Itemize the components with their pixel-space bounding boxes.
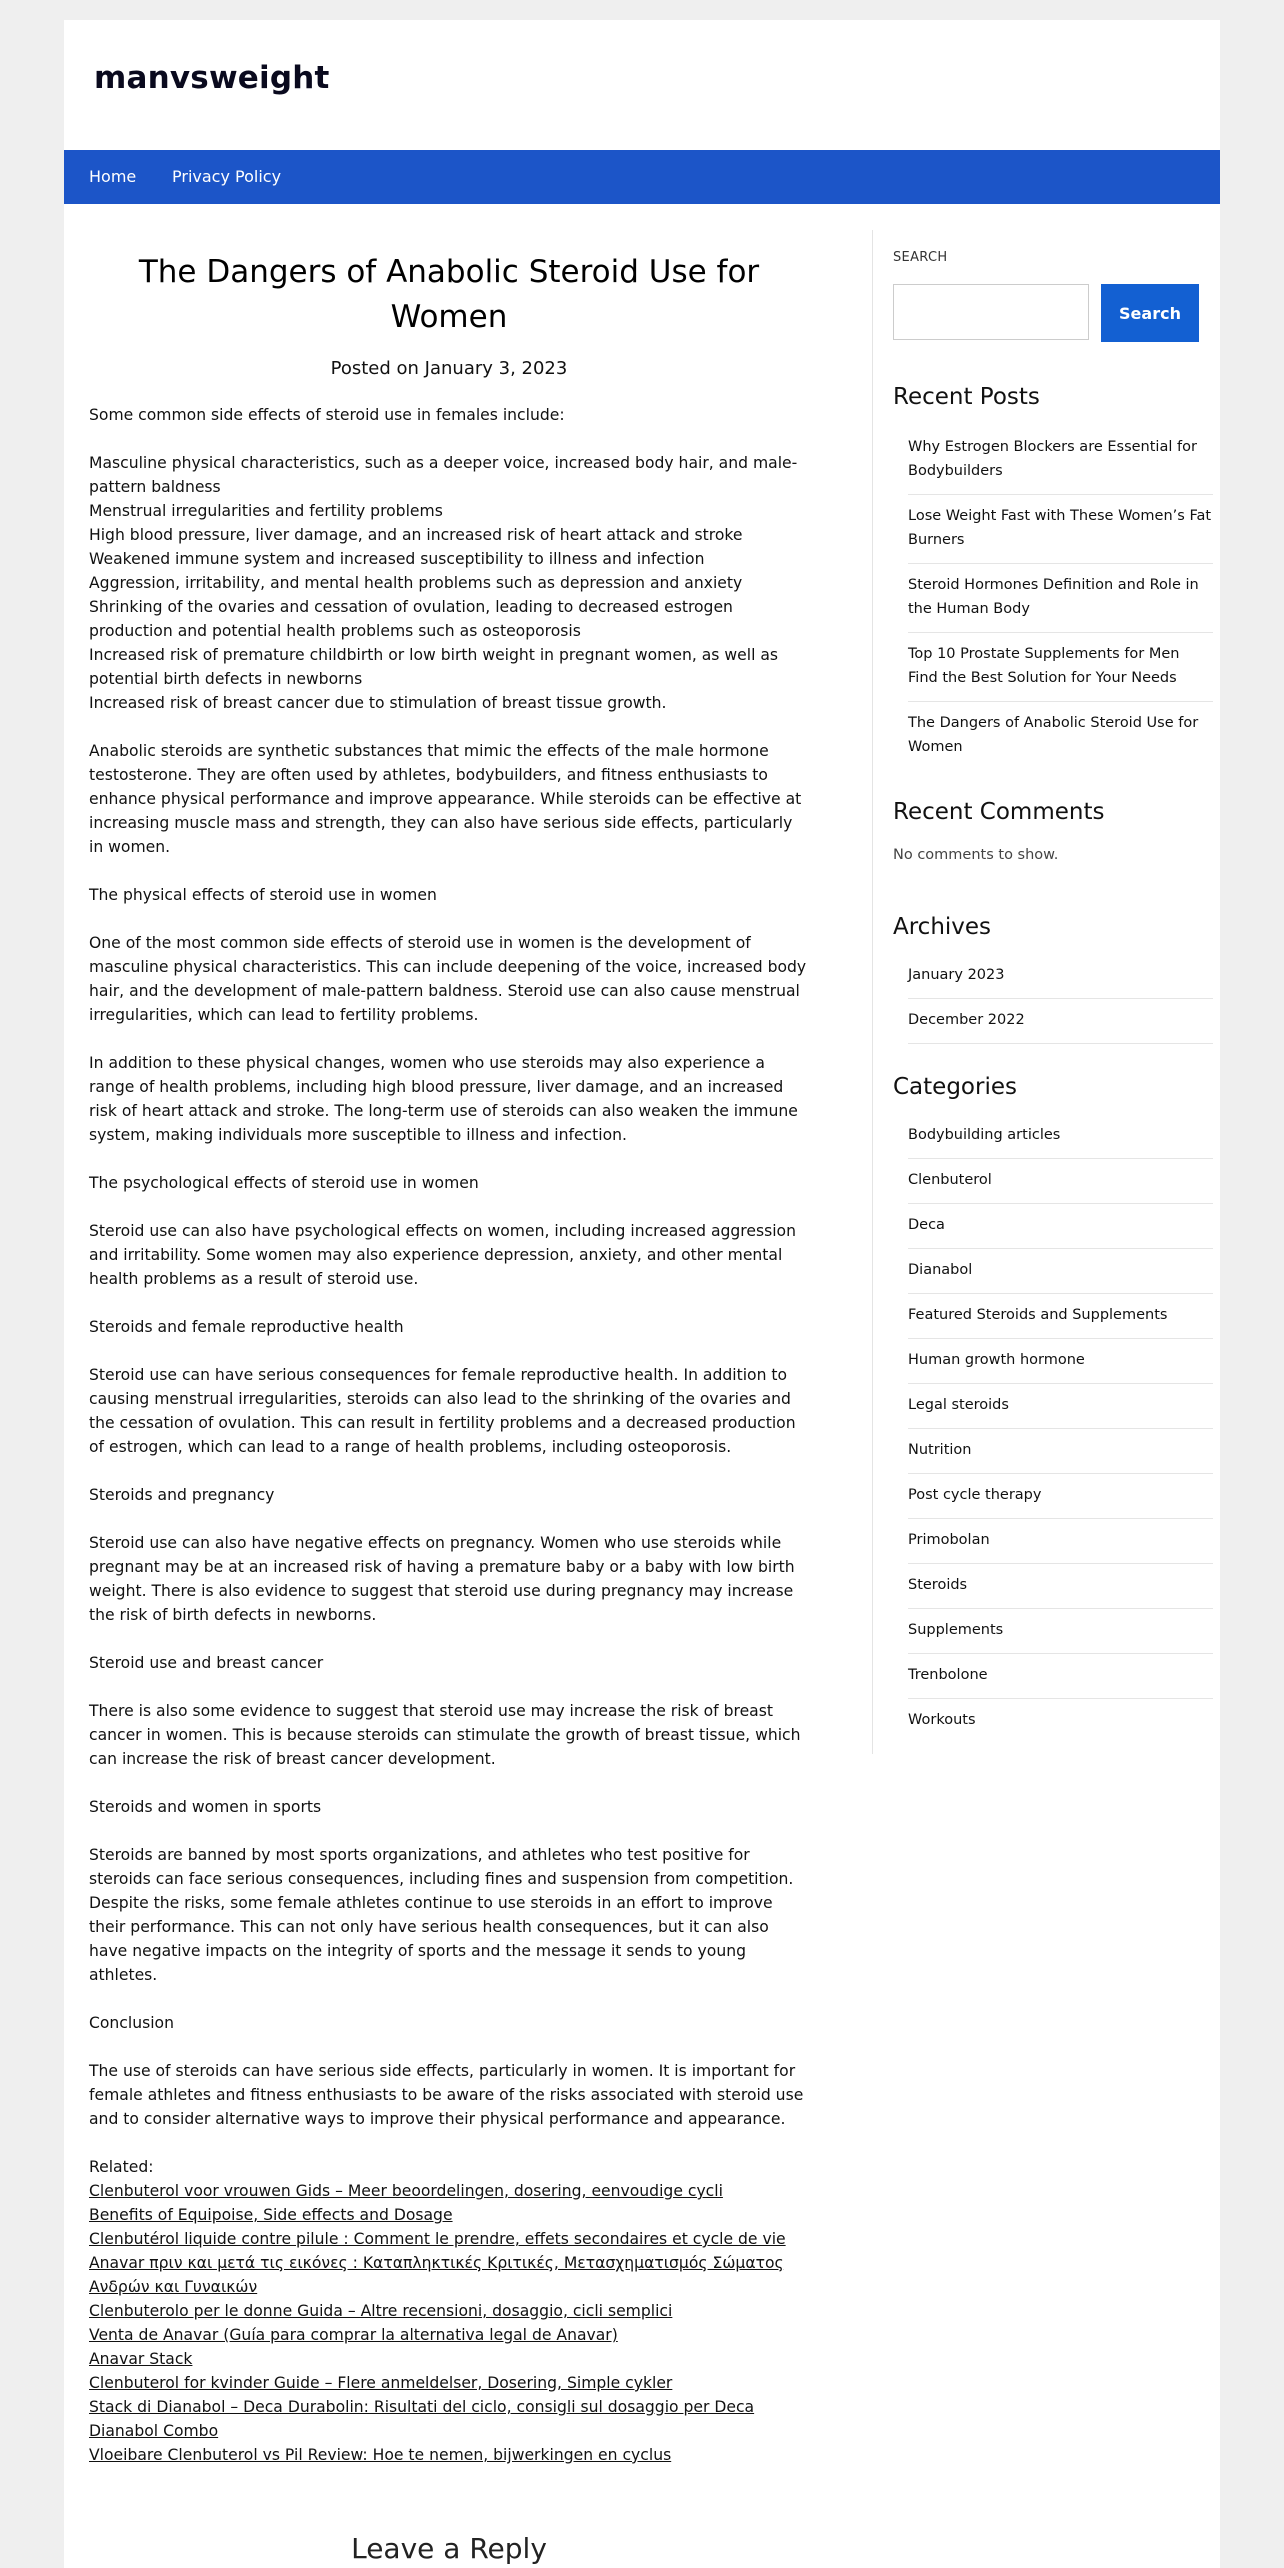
categories-title: Categories [893, 1074, 1017, 1100]
paragraph: Steroid use can have serious consequences for female reproductive health. In addition to causing menstrual irregularities, steroids can also lead to the shrinking of the ovaries and the cessation of ovulation. This can result in fertility problems and a decreased production of estrogen, which can lead to a range of health problems, including osteoporosis. [89, 1366, 796, 1456]
section-heading: Steroids and female reproductive health [89, 1318, 404, 1336]
search-button[interactable]: Search [1101, 284, 1199, 342]
category-link[interactable]: Post cycle therapy [908, 1474, 1213, 1519]
post-content [89, 204, 809, 2565]
paragraph: Steroid use can also have psychological effects on women, including increased aggression and irritability. Some women may also experience depression, anxiety, and other mental health problems as a result of steroid use. [89, 1222, 796, 1288]
category-link[interactable]: Featured Steroids and Supplements [908, 1294, 1213, 1339]
leave-reply-heading: Leave a Reply [351, 2532, 547, 2565]
related-link[interactable]: Venta de Anavar (Guía para comprar la alternativa legal de Anavar) [89, 2326, 618, 2344]
related-link[interactable]: Clenbuterolo per le donne Guida – Altre recensioni, dosaggio, cicli semplici [89, 2302, 673, 2320]
site-title[interactable]: manvsweight [94, 60, 330, 96]
side-effect-item: Weakened immune system and increased susceptibility to illness and infection [89, 550, 705, 568]
sidebar-divider [872, 230, 873, 1754]
section-heading: Steroids and pregnancy [89, 1486, 275, 1504]
paragraph: In addition to these physical changes, women who use steroids may also experience a range of health problems, including high blood pressure, liver damage, and an increased risk of heart attack and stroke. The long-term use of steroids can also weaken the immune system, making individuals more susceptible to illness and infection. [89, 1054, 798, 1144]
related-link[interactable]: Clenbutérol liquide contre pilule : Comment le prendre, effets secondaires et cycle de vie [89, 2230, 786, 2248]
site-header [64, 20, 1220, 150]
post-body [89, 403, 809, 2467]
section-heading: The physical effects of steroid use in women [89, 886, 437, 904]
side-effect-item: Increased risk of breast cancer due to stimulation of breast tissue growth. [89, 694, 667, 712]
archives-list [908, 954, 1213, 1044]
related-link[interactable]: Clenbuterol for kvinder Guide – Flere anmeldelser, Dosering, Simple cykler [89, 2374, 673, 2392]
no-comments-text: No comments to show. [893, 847, 1059, 863]
side-effect-item: Aggression, irritability, and mental health problems such as depression and anxiety [89, 574, 743, 592]
search-label: SEARCH [893, 250, 948, 265]
related-link[interactable]: Stack di Dianabol – Deca Durabolin: Risultati del ciclo, consigli sul dosaggio per Deca [89, 2398, 755, 2416]
category-link[interactable]: Bodybuilding articles [908, 1114, 1213, 1159]
archive-link[interactable]: December 2022 [908, 999, 1213, 1044]
related-label: Related: [89, 2158, 154, 2176]
related-link[interactable]: Anavar πριν και μετά τις εικόνες : Καταπληκτικές Κριτικές, Μετασχηματισμός Σώματος Ανδρών και Γυναικών [89, 2254, 784, 2296]
related-link[interactable]: Clenbuterol voor vrouwen Gids – Meer beoordelingen, dosering, eenvoudige cycli [89, 2182, 723, 2200]
recent-post-link[interactable]: Top 10 Prostate Supplements for Men Find the Best Solution for Your Needs [908, 633, 1213, 702]
side-effects-list [89, 451, 809, 715]
category-link[interactable]: Steroids [908, 1564, 1213, 1609]
category-link[interactable]: Workouts [908, 1712, 976, 1728]
page-container [64, 20, 1220, 2568]
related-links [89, 2155, 809, 2467]
search-input[interactable] [893, 284, 1089, 340]
recent-post-link[interactable]: Steroid Hormones Definition and Role in the Human Body [908, 564, 1213, 633]
intro-paragraph: Some common side effects of steroid use in females include: [89, 406, 565, 424]
paragraph: Anabolic steroids are synthetic substances that mimic the effects of the male hormone testosterone. They are often used by athletes, bodybuilders, and fitness enthusiasts to enhance physical performance and improve appearance. While steroids can be effective at increasing muscle mass and strength, they can also have serious side effects, particularly in women. [89, 742, 802, 856]
recent-post-link[interactable]: Why Estrogen Blockers are Essential for Bodybuilders [908, 426, 1213, 495]
paragraph: One of the most common side effects of steroid use in women is the development of masculine physical characteristics. This can include deepening of the voice, increased body hair, and the development of male-pattern baldness. Steroid use can also cause menstrual irregularities, which can lead to fertility problems. [89, 934, 807, 1024]
archive-link[interactable]: January 2023 [908, 954, 1213, 999]
recent-posts-title: Recent Posts [893, 384, 1040, 410]
section-heading: Conclusion [89, 2014, 174, 2032]
related-link[interactable]: Benefits of Equipoise, Side effects and Dosage [89, 2206, 453, 2224]
main-nav [64, 150, 1220, 204]
paragraph: There is also some evidence to suggest that steroid use may increase the risk of breast cancer in women. This is because steroids can stimulate the growth of breast tissue, which can increase the risk of breast cancer development. [89, 1702, 801, 1768]
side-effect-item: Menstrual irregularities and fertility problems [89, 502, 443, 520]
recent-comments-title: Recent Comments [893, 799, 1105, 825]
section-heading: Steroid use and breast cancer [89, 1654, 324, 1672]
paragraph: The use of steroids can have serious side effects, particularly in women. It is important for female athletes and fitness enthusiasts to be aware of the risks associated with steroid use and to consider alternative ways to improve their physical performance and appearance. [89, 2062, 804, 2128]
category-link[interactable]: Human growth hormone [908, 1339, 1213, 1384]
nav-item-home[interactable]: Home [89, 167, 137, 186]
category-link[interactable]: Supplements [908, 1609, 1213, 1654]
category-link[interactable]: Primobolan [908, 1519, 1213, 1564]
related-link[interactable]: Dianabol Combo [89, 2422, 219, 2440]
recent-post-link[interactable]: The Dangers of Anabolic Steroid Use for Women [908, 715, 1199, 755]
categories-list [908, 1114, 1213, 1744]
section-heading: The psychological effects of steroid use in women [89, 1174, 479, 1192]
category-link[interactable]: Legal steroids [908, 1384, 1213, 1429]
side-effect-item: Increased risk of premature childbirth or low birth weight in pregnant women, as well as potential birth defects in newborns [89, 646, 779, 688]
paragraph: Steroid use can also have negative effects on pregnancy. Women who use steroids while pregnant may be at an increased risk of having a premature baby or a baby with low birth weight. There is also evidence to suggest that steroid use during pregnancy may increase the risk of birth defects in newborns. [89, 1534, 795, 1624]
side-effect-item: Shrinking of the ovaries and cessation of ovulation, leading to decreased estrogen production and potential health problems such as osteoporosis [89, 598, 733, 640]
recent-posts-list [908, 426, 1213, 771]
side-effect-item: Masculine physical characteristics, such as a deeper voice, increased body hair, and male-pattern baldness [89, 454, 798, 496]
archives-title: Archives [893, 914, 992, 940]
related-link[interactable]: Vloeibare Clenbuterol vs Pil Review: Hoe te nemen, bijwerkingen en cyclus [89, 2446, 672, 2464]
side-effect-item: High blood pressure, liver damage, and an increased risk of heart attack and stroke [89, 526, 743, 544]
category-link[interactable]: Clenbuterol [908, 1159, 1213, 1204]
nav-item-privacy-policy[interactable]: Privacy Policy [172, 167, 282, 186]
category-link[interactable]: Nutrition [908, 1429, 1213, 1474]
category-link[interactable]: Deca [908, 1204, 1213, 1249]
paragraph: Steroids are banned by most sports organizations, and athletes who test positive for steroids can face serious consequences, including fines and suspension from competition. Despite the risks, some female athletes continue to use steroids in an effort to improve their performance. This can not only have serious health consequences, but it can also have negative impacts on the integrity of sports and the message it sends to young athletes. [89, 1846, 794, 1984]
post-title: The Dangers of Anabolic Steroid Use for Women [138, 254, 760, 335]
category-link[interactable]: Dianabol [908, 1249, 1213, 1294]
category-link[interactable]: Trenbolone [908, 1654, 1213, 1699]
section-heading: Steroids and women in sports [89, 1798, 322, 1816]
recent-post-link[interactable]: Lose Weight Fast with These Women’s Fat Burners [908, 495, 1213, 564]
post-date: Posted on January 3, 2023 [330, 358, 568, 379]
related-link[interactable]: Anavar Stack [89, 2350, 193, 2368]
